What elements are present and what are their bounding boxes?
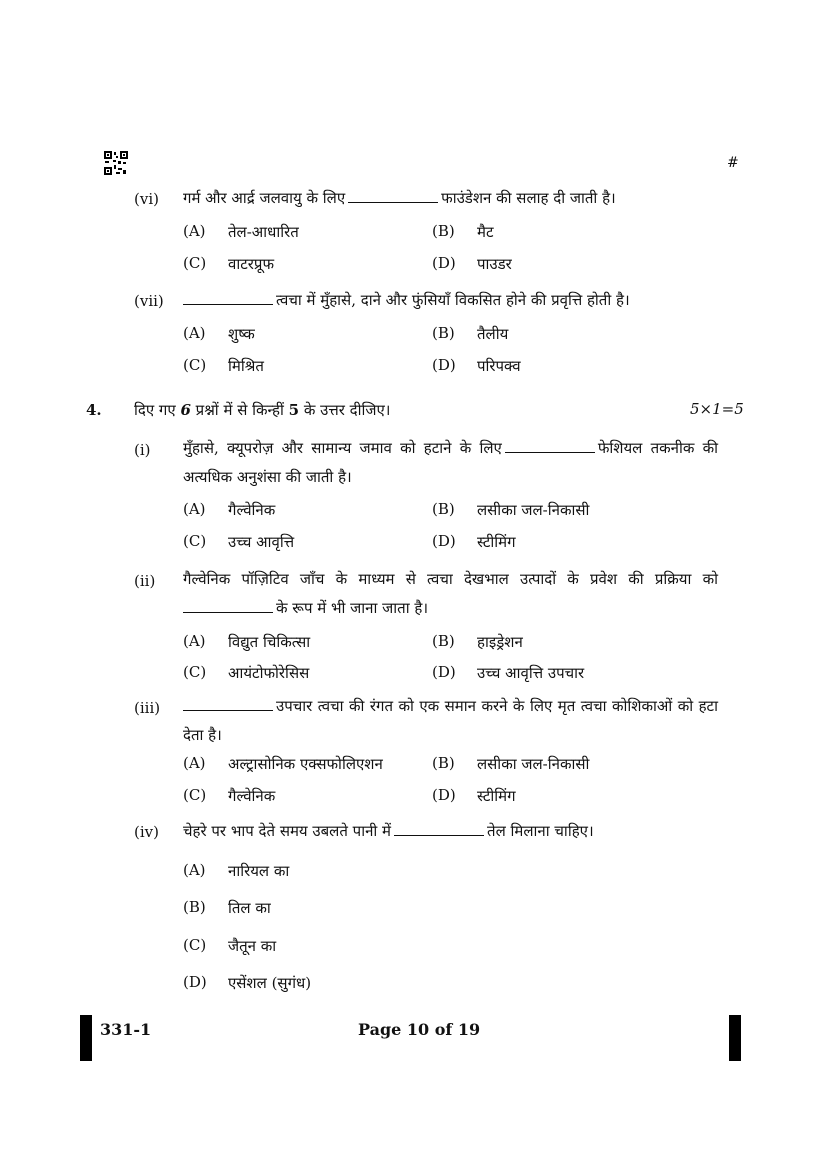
page-hash-mark: #: [727, 155, 739, 171]
instruction-post: के उत्तर दीजिए।: [303, 401, 391, 419]
question-text: [183, 565, 718, 623]
instruction-mid: प्रश्नों में से किन्हीं: [195, 401, 284, 419]
answer-blank: [183, 611, 273, 613]
marks-allocation: 5×1=5: [690, 400, 744, 418]
option-letter: (A): [183, 861, 206, 879]
option-text: आयंटोफोरेसिस: [228, 664, 310, 682]
question-text: [183, 692, 718, 750]
qr-code-icon: [104, 151, 128, 175]
question-number: (iii): [134, 699, 161, 717]
option-text: वाटरप्रूफ: [228, 255, 275, 273]
option-letter: (C): [183, 663, 207, 681]
answer-blank: [394, 834, 484, 836]
question-text-after: फाउंडेशन की सलाह दी जाती है।: [441, 189, 616, 207]
option-letter: (B): [432, 632, 455, 650]
question-4-number: 4.: [86, 401, 102, 419]
question-text: [183, 817, 718, 846]
option-text: तैलीय: [477, 325, 509, 343]
option-text: नारियल का: [228, 862, 290, 880]
option-letter: (D): [432, 663, 456, 681]
paper-code: 331-1: [100, 1020, 152, 1039]
instruction-pre: दिए गए: [134, 401, 176, 419]
option-text: गैल्वेनिक: [228, 501, 276, 519]
option-letter: (D): [432, 254, 456, 272]
option-letter: (B): [432, 324, 455, 342]
option-letter: (C): [183, 356, 207, 374]
option-text: तेल-आधारित: [228, 223, 299, 241]
option-letter: (D): [432, 532, 456, 550]
option-letter: (A): [183, 500, 206, 518]
answer-blank: [183, 709, 273, 711]
option-letter: (C): [183, 936, 207, 954]
question-text-after: उपचार त्वचा की रंगत को एक समान करने के लिए मृत त्वचा कोशिकाओं को हटा देता है।: [183, 697, 718, 744]
option-text: हाइड्रेशन: [477, 633, 523, 651]
question-text: [183, 184, 718, 213]
option-text: उच्च आवृत्ति: [228, 533, 295, 551]
option-letter: (A): [183, 632, 206, 650]
option-text: मिश्रित: [228, 357, 264, 375]
page-number: Page 10 of 19: [358, 1020, 481, 1039]
question-text-before: मुँहासे, क्यूपरोज़ और सामान्य जमाव को हटाने के लिए: [183, 439, 502, 457]
answer-blank: [348, 201, 438, 203]
option-text: तिल का: [228, 899, 271, 917]
option-letter: (C): [183, 532, 207, 550]
question-text: [183, 286, 718, 315]
question-number: (vii): [134, 292, 164, 310]
question-number: (iv): [134, 823, 159, 841]
option-letter: (B): [432, 500, 455, 518]
option-letter: (A): [183, 222, 206, 240]
option-letter: (B): [432, 222, 455, 240]
footer-right-bar: [729, 1015, 741, 1061]
option-text: उच्च आवृत्ति उपचार: [477, 664, 585, 682]
question-text-after: के रूप में भी जाना जाता है।: [276, 599, 429, 617]
option-text: अल्ट्रासोनिक एक्सफोलिएशन: [228, 755, 383, 773]
option-letter: (B): [432, 754, 455, 772]
option-text: लसीका जल-निकासी: [477, 755, 590, 773]
option-text: स्टीमिंग: [477, 787, 516, 805]
option-text: स्टीमिंग: [477, 533, 516, 551]
option-letter: (B): [183, 898, 206, 916]
option-letter: (C): [183, 254, 207, 272]
question-text-after: तेल मिलाना चाहिए।: [487, 822, 594, 840]
footer-left-bar: [80, 1015, 92, 1061]
question-text-before: गैल्वेनिक पॉज़िटिव जाँच के माध्यम से त्वचा देखभाल उत्पादों के प्रवेश की प्रक्रिया को: [183, 570, 718, 588]
question-text-after: त्वचा में मुँहासे, दाने और फुंसियाँ विकसित होने की प्रवृत्ति होती है।: [276, 291, 630, 309]
question-text-before: गर्म और आर्द्र जलवायु के लिए: [183, 189, 346, 207]
option-letter: (A): [183, 754, 206, 772]
option-text: जैतून का: [228, 937, 277, 955]
option-letter: (D): [183, 973, 207, 991]
option-letter: (D): [432, 356, 456, 374]
option-text: विद्युत चिकित्सा: [228, 633, 311, 651]
answer-blank: [505, 451, 595, 453]
question-number: (ii): [134, 572, 156, 590]
question-number: (vi): [134, 190, 159, 208]
option-text: परिपक्व: [477, 357, 521, 375]
option-text: एसेंशल (सुगंध): [228, 974, 312, 992]
instruction-count-6: 6: [180, 401, 191, 419]
option-letter: (C): [183, 786, 207, 804]
question-text-after: फेशियल तकनीक की अत्यधिक अनुशंसा की जाती है।: [183, 439, 719, 486]
question-4-instruction: [134, 400, 390, 420]
option-letter: (A): [183, 324, 206, 342]
option-text: शुष्क: [228, 325, 255, 343]
question-text-before: चेहरे पर भाप देते समय उबलते पानी में: [183, 822, 392, 840]
option-text: गैल्वेनिक: [228, 787, 276, 805]
answer-blank: [183, 303, 273, 305]
option-letter: (D): [432, 786, 456, 804]
option-text: मैट: [477, 223, 494, 241]
instruction-count-5: 5: [288, 401, 300, 419]
option-text: लसीका जल-निकासी: [477, 501, 590, 519]
question-number: (i): [134, 441, 151, 459]
option-text: पाउडर: [477, 255, 512, 273]
question-text: [183, 434, 718, 492]
